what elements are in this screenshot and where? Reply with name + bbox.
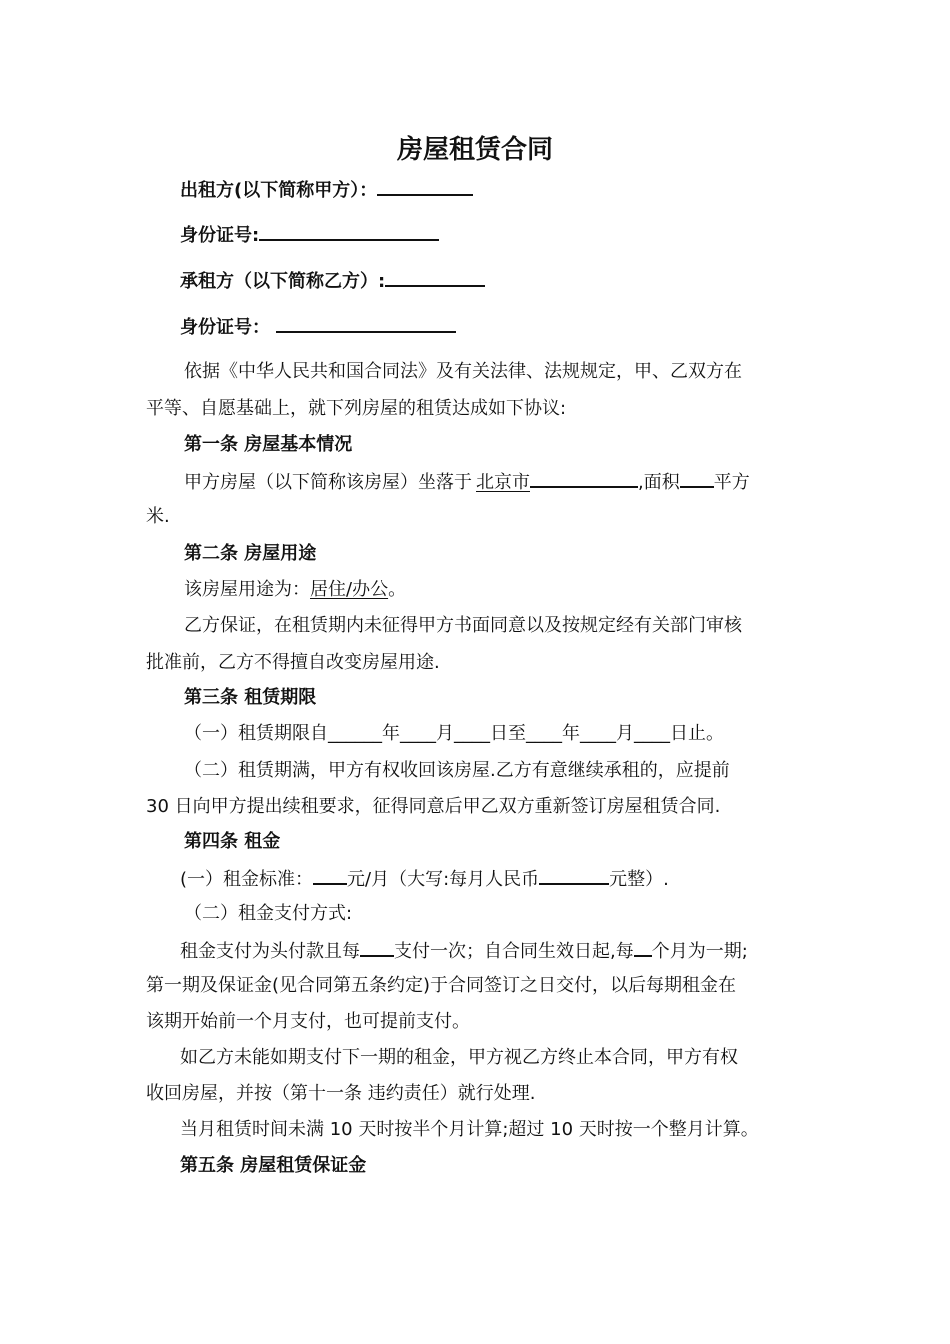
- lessor-name-blank[interactable]: [377, 177, 473, 196]
- usage-value: 居住/办公: [310, 579, 389, 600]
- guarantee-line-2: 批准前，乙方不得擅自改变房屋用途.: [146, 652, 440, 673]
- document-title: 房屋租赁合同: [396, 135, 553, 165]
- lessee-id-blank[interactable]: [276, 314, 456, 333]
- usage-end: 。: [388, 579, 407, 600]
- lessee-name-blank[interactable]: [385, 268, 485, 287]
- payment-period-unit: 个月为一期;: [651, 941, 748, 962]
- area-blank[interactable]: [680, 469, 714, 488]
- payment-line-1: [180, 938, 748, 964]
- lessee-id-label: 身份证号：: [180, 317, 270, 338]
- location-label: 甲方房屋（以下简称该房屋）坐落于: [184, 472, 472, 493]
- lessor-id-label: 身份证号:: [180, 225, 260, 246]
- usage-label: 该房屋用途为：: [184, 579, 310, 600]
- renewal-line-1: （二）租赁期满，甲方有权收回该房屋.乙方有意继续承租的，应提前: [184, 760, 730, 781]
- article-5-heading: 第五条 房屋租赁保证金: [180, 1155, 367, 1176]
- payment-interval-label: 租金支付为头付款且每: [180, 941, 360, 962]
- intro-line-2: 平等、自愿基础上，就下列房屋的租赁达成如下协议:: [146, 398, 567, 419]
- usage-line: [184, 578, 406, 602]
- location-blank[interactable]: [530, 469, 638, 488]
- lessee-line: [180, 268, 485, 294]
- lease-term-line: （一）租赁期限自______年____月____日至____年____月____日止。: [184, 723, 724, 744]
- payment-period-label: 支付一次；自合同生效日起,每: [394, 941, 634, 962]
- article-2-heading: 第二条 房屋用途: [184, 543, 317, 564]
- lessor-id-line: [180, 222, 439, 248]
- default-line-2: 收回房屋，并按（第十一条 违约责任）就行处理.: [146, 1083, 536, 1104]
- monthly-rent-blank[interactable]: [313, 866, 347, 885]
- payment-line-3: 该期开始前一个月支付，也可提前支付。: [146, 1011, 470, 1032]
- rent-capital-label: 元/月（大写:每月人民币: [347, 869, 540, 890]
- area-unit-continued: 米.: [146, 506, 170, 527]
- intro-line-1: 依据《中华人民共和国合同法》及有关法律、法规规定，甲、乙双方在: [184, 361, 742, 382]
- lessee-label: 承租方（以下简称乙方）:: [180, 271, 386, 292]
- lessor-label: 出租方(以下简称甲方）：: [180, 180, 378, 201]
- partial-month-line: 当月租赁时间未满 10 天时按半个月计算;超过 10 天时按一个整月计算。: [180, 1119, 759, 1140]
- payment-period-blank[interactable]: [634, 938, 652, 957]
- article-1-heading: 第一条 房屋基本情况: [184, 434, 353, 455]
- rent-standard-line: [180, 866, 669, 892]
- payment-method-heading: （二）租金支付方式:: [184, 903, 353, 924]
- payment-interval-blank[interactable]: [360, 938, 394, 957]
- guarantee-line-1: 乙方保证，在租赁期内未征得甲方书面同意以及按规定经有关部门审核: [184, 615, 742, 636]
- rent-capital-blank[interactable]: [539, 866, 609, 885]
- renewal-line-2: 30 日向甲方提出续租要求，征得同意后甲乙双方重新签订房屋租赁合同.: [146, 796, 721, 817]
- lessor-id-blank[interactable]: [259, 222, 439, 241]
- location-value: 北京市: [476, 472, 530, 493]
- lessee-id-line: [180, 314, 456, 340]
- area-unit: 平方: [713, 472, 750, 493]
- payment-line-2: 第一期及保证金(见合同第五条约定)于合同签订之日交付，以后每期租金在: [146, 975, 737, 996]
- rent-end: 元整）.: [609, 869, 669, 890]
- rent-standard-label: (一）租金标准：: [180, 869, 314, 890]
- default-line-1: 如乙方未能如期支付下一期的租金，甲方视乙方终止本合同，甲方有权: [180, 1047, 738, 1068]
- article-3-heading: 第三条 租赁期限: [184, 687, 317, 708]
- area-label: ,面积: [638, 472, 680, 493]
- article-4-heading: 第四条 租金: [184, 831, 281, 852]
- lessor-line: [180, 177, 473, 203]
- article-1-location-line: [184, 469, 750, 495]
